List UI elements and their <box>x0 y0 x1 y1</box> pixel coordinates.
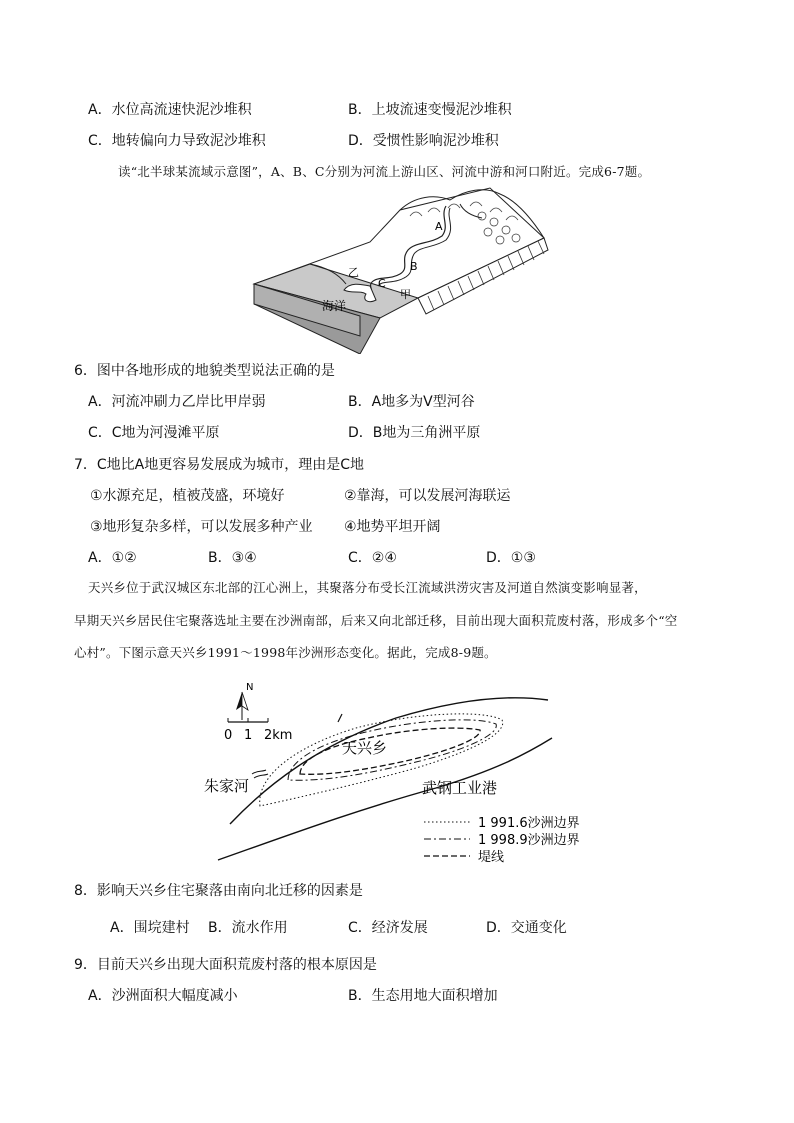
q6-option-c: C．C地为河漫滩平原 <box>88 425 220 441</box>
q5-option-c: C．地转偏向力导致泥沙堆积 <box>88 133 266 149</box>
q6-option-d: D．B地为三角洲平原 <box>348 425 481 441</box>
q5-option-b: B．上坡流速变慢泥沙堆积 <box>348 102 512 118</box>
scale-2km: 2km <box>264 728 293 743</box>
map-legend <box>424 815 580 865</box>
q7-stem: 7．C地比A地更容易发展成为城市，理由是C地 <box>74 457 365 473</box>
q7-option-c: C．②④ <box>348 550 397 566</box>
basin-diagram <box>250 186 552 354</box>
legend-1991: 1 991.6沙洲边界 <box>478 816 580 831</box>
zhujia-river-label: 朱家河 <box>204 777 250 795</box>
q9-option-b: B．生态用地大面积增加 <box>348 988 498 1004</box>
intro-8-9-line-3: 心村”。下图示意天兴乡1991～1998年沙洲形态变化。据此，完成8-9题。 <box>74 645 497 660</box>
q6-stem: 6．图中各地形成的地貌类型说法正确的是 <box>74 363 335 379</box>
q6-option-a: A．河流冲刷力乙岸比甲岸弱 <box>88 394 266 410</box>
q7-option-b: B．③④ <box>208 550 257 566</box>
q8-option-a: A．围垸建村 <box>110 920 190 936</box>
q7-item-2: ②靠海，可以发展河海联运 <box>344 488 511 504</box>
q8-option-c: C．经济发展 <box>348 920 428 936</box>
north-arrow-icon <box>236 692 248 720</box>
legend-1998: 1 998.9沙洲边界 <box>478 833 580 848</box>
town-label: 天兴乡 <box>342 739 388 757</box>
q7-item-4: ④地势平坦开阔 <box>344 519 441 535</box>
q7-option-d: D．①③ <box>486 550 536 566</box>
label-c: C <box>378 277 386 290</box>
q7-item-1: ①水源充足，植被茂盛，环境好 <box>90 488 285 504</box>
q6-option-b: B．A地多为V型河谷 <box>348 394 475 410</box>
q7-option-a: A．①② <box>88 550 137 566</box>
intro-8-9-line-2: 早期天兴乡居民住宅聚落选址主要在沙洲南部，后来又向北部迁移，目前出现大面积荒废村落，形成多个“空 <box>74 613 678 628</box>
port-label: 武钢工业港 <box>422 779 498 797</box>
q8-option-b: B．流水作用 <box>208 920 288 936</box>
intro-6-7: 读“北半球某流域示意图”，A、B、C分别为河流上游山区、河流中游和河口附近。完成6-7题。 <box>118 164 651 179</box>
sandbar-map <box>196 676 600 866</box>
label-a: A <box>435 220 443 233</box>
north-label: N <box>246 682 254 693</box>
q9-stem: 9．目前天兴乡出现大面积荒废村落的根本原因是 <box>74 957 377 973</box>
label-yi: 乙 <box>348 266 359 279</box>
q9-option-a: A．沙洲面积大幅度减小 <box>88 988 238 1004</box>
q8-stem: 8．影响天兴乡住宅聚落由南向北迁移的因素是 <box>74 883 363 899</box>
scale-0: 0 <box>224 728 233 743</box>
label-jia: 甲 <box>400 288 411 301</box>
q5-option-d: D．受惯性影响泥沙堆积 <box>348 133 499 149</box>
label-b: B <box>410 260 418 273</box>
q5-option-a: A．水位高流速快泥沙堆积 <box>88 102 252 118</box>
intro-8-9-line-1: 天兴乡位于武汉城区东北部的江心洲上，其聚落分布受长江流域洪涝灾害及河道自然演变影响显著， <box>88 580 647 595</box>
label-ocean: 海洋 <box>322 299 347 313</box>
q7-item-3: ③地形复杂多样，可以发展多种产业 <box>90 519 313 535</box>
scale-1: 1 <box>244 728 253 743</box>
q8-option-d: D．交通变化 <box>486 920 567 936</box>
legend-dike: 堤线 <box>478 850 505 865</box>
